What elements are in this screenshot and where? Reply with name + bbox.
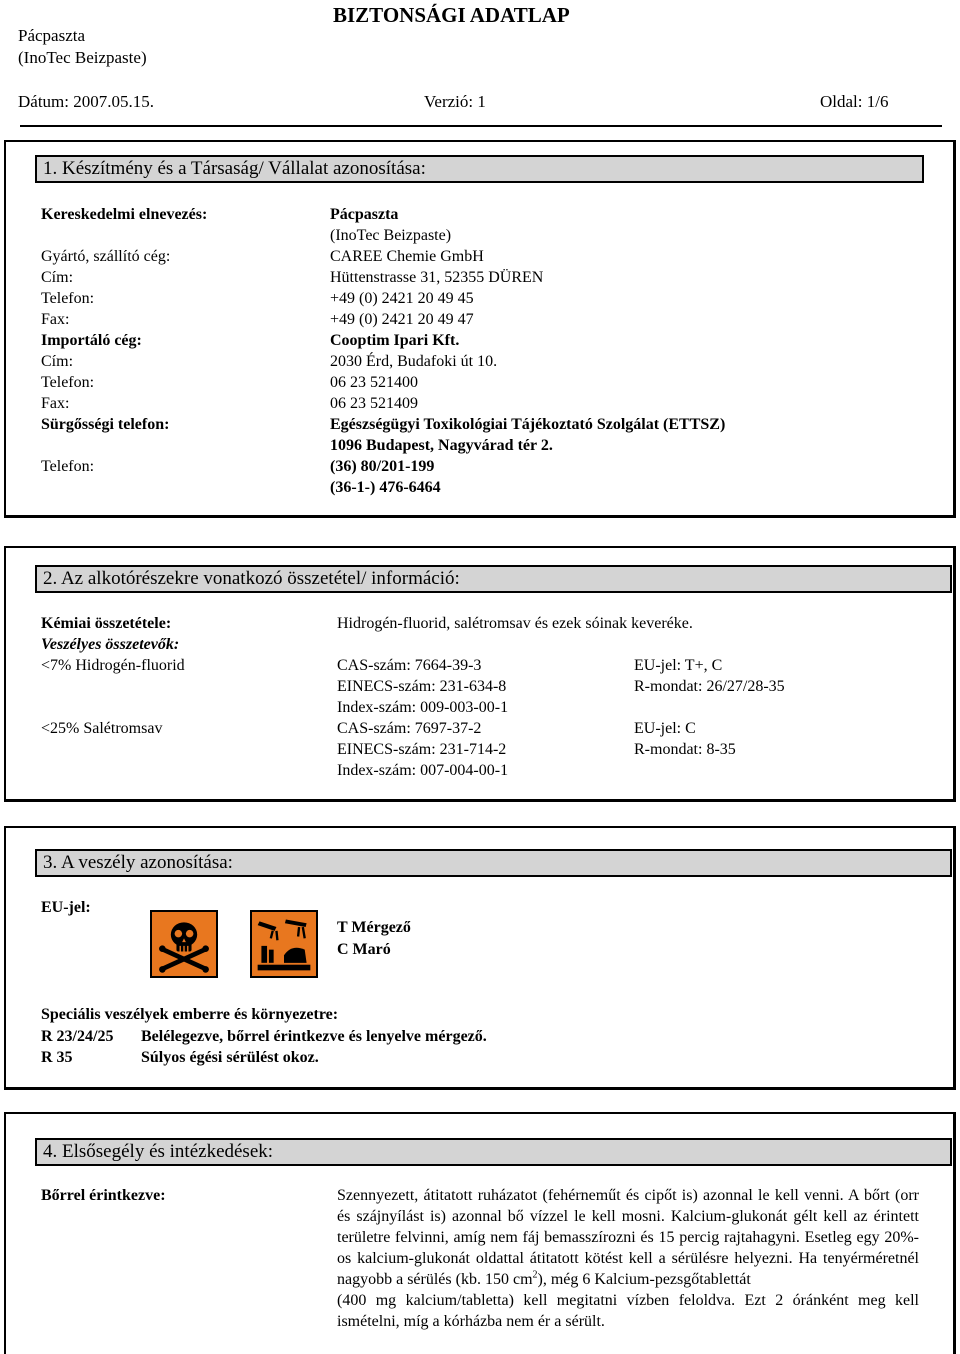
s2-component-r: R-mondat: 26/27/28-35 [634,678,785,695]
s3-code-corrosive: C Maró [337,941,391,958]
s1-label-fax: Fax: [41,311,70,328]
s1-value-importer-phone: 06 23 521400 [330,374,418,391]
s1-label-phone: Telefon: [41,290,95,307]
s2-component-index: Index-szám: 007-004-00-1 [337,762,509,779]
s1-label-manufacturer: Gyártó, szállító cég: [41,248,171,265]
s2-component-einecs: EINECS-szám: 231-634-8 [337,678,507,695]
s2-chem-label: Kémiai összetétele: [41,615,172,632]
s2-component-einecs: EINECS-szám: 231-714-2 [337,741,507,758]
s1-value-emergency-address: 1096 Budapest, Nagyvárad tér 2. [330,437,553,454]
s2-dangerous-label: Veszélyes összetevők: [41,636,180,653]
s3-eu-label: EU-jel: [41,899,91,916]
s1-label-importer-address: Cím: [41,353,74,370]
s1-value-importer: Cooptim Ipari Kft. [330,332,460,349]
s3-special-title: Speciális veszélyek emberre és környezetre: [41,1006,339,1023]
s4-skin-text: Szennyezett, átitatott ruházatot (fehérneműt és cipőt is) azonnal le kell venni. A bőrt (orr és szájnyílást is) azonnal bő vízzel le kell mosni. Kalcium-glukonát gélt kell az érintett területre felvinni, amíg nem fáj bemasszírozni és 15 percig rajtahagyni. Esetleg egy 20%-os kalcium-glukonát oldattal átitatott kötést kell a sérülésre helyezni. Ha tenyérméretnél nagyobb a sérülés (kb. 150 $cm^2$), még 6 Kalcium-pezsgőtablettát (400 mg kalcium/tabletta) kell megitatni vízben feloldva. Ezt 2 óránként meg kell ismételni, míg a kórházba nem ér a sérült. [337,1187,919,1330]
s2-component-index: Index-szám: 009-003-00-1 [337,699,509,716]
header-product-name: Pácpaszta [18,26,86,45]
s3-code-toxic: T Mérgező [337,919,411,936]
s1-label-importer-fax: Fax: [41,395,70,412]
s1-label-emergency-phone: Telefon: [41,458,95,475]
s4-skin-label: Bőrrel érintkezve: [41,1187,166,1204]
s2-component-r: R-mondat: 8-35 [634,741,736,758]
s1-value-emergency: Egészségügyi Toxikológiai Tájékoztató Szolgálat (ETTSZ) [330,416,726,433]
s3-r-text: Belélegezve, bőrrel érintkezve és lenyelve mérgező. [141,1028,487,1045]
header-product-subtitle: (InoTec Beizpaste) [18,48,147,67]
section-1-title: 1. Készítmény és a Társaság/ Vállalat azonosítása: [35,155,924,183]
s1-label-importer-phone: Telefon: [41,374,95,391]
s2-component-cas: CAS-szám: 7697-37-2 [337,720,482,737]
s2-component-eu: EU-jel: C [634,720,696,737]
s1-value-manufacturer: CAREE Chemie GmbH [330,248,484,265]
header-divider [20,125,942,127]
s1-value-fax: +49 (0) 2421 20 49 47 [330,311,474,328]
s1-value-phone: +49 (0) 2421 20 49 45 [330,290,474,307]
s1-value-emergency-phone-2: (36-1-) 476-6464 [330,479,441,496]
s3-r-code: R 35 [41,1049,73,1066]
header-version: Verzió: 1 [424,92,486,111]
s2-chem-value: Hidrogén-fluorid, salétromsav és ezek sóinak keveréke. [337,615,693,632]
skull-crossbones-icon [150,910,218,978]
s1-label-trade-name: Kereskedelmi elnevezés: [41,206,208,223]
s2-component-eu: EU-jel: T+, C [634,657,723,674]
section-3-title: 3. A veszély azonosítása: [35,849,952,877]
section-4-title: 4. Elsősegély és intézkedések: [35,1138,952,1166]
s1-value-importer-address: 2030 Érd, Budafoki út 10. [330,353,498,370]
corrosive-icon [250,910,318,978]
s1-value-importer-fax: 06 23 521409 [330,395,418,412]
section-1-box [4,140,956,518]
s1-value-address: Hüttenstrasse 31, 52355 DÜREN [330,269,544,286]
s1-label-address: Cím: [41,269,74,286]
s1-value-emergency-phone: (36) 80/201-199 [330,458,435,475]
s1-label-importer: Importáló cég: [41,332,142,349]
header-page-number: Oldal: 1/6 [820,92,889,111]
header-date: Dátum: 2007.05.15. [18,92,154,111]
s2-component-name: <25% Salétromsav [41,720,163,737]
s3-r-code: R 23/24/25 [41,1028,114,1045]
s3-r-text: Súlyos égési sérülést okoz. [141,1049,319,1066]
s1-value-trade-name-2: (InoTec Beizpaste) [330,227,452,244]
s2-component-name: <7% Hidrogén-fluorid [41,657,185,674]
s1-label-emergency: Sürgősségi telefon: [41,416,170,433]
section-2-title: 2. Az alkotórészekre vonatkozó összetétel/ információ: [35,565,952,593]
s2-component-cas: CAS-szám: 7664-39-3 [337,657,482,674]
document-title: BIZTONSÁGI ADATLAP [333,3,570,27]
s1-value-trade-name: Pácpaszta [330,206,399,223]
